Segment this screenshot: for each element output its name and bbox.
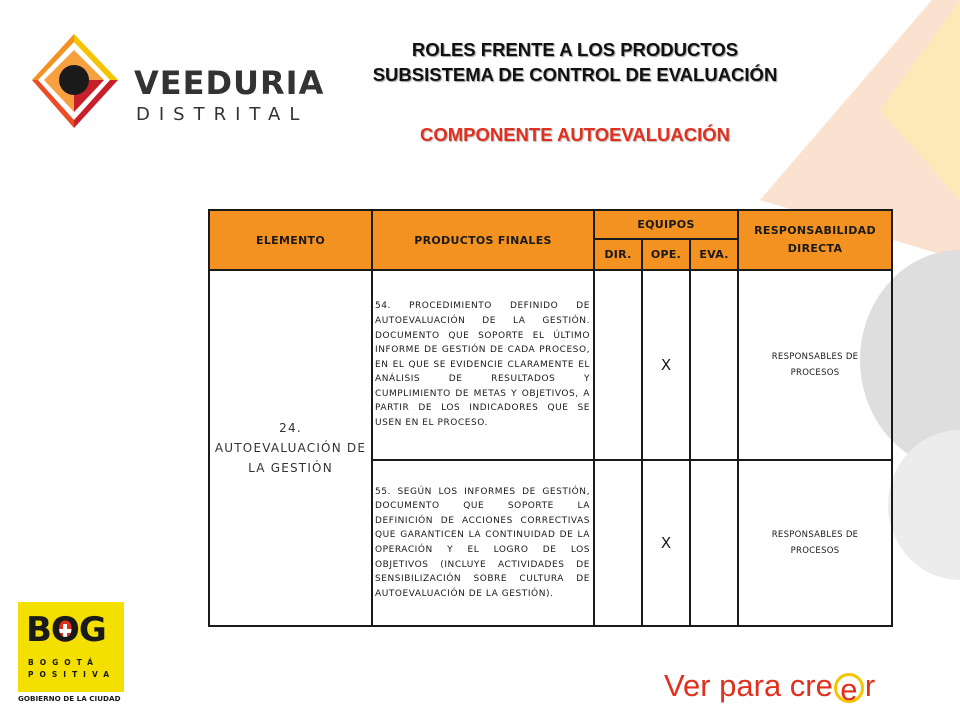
table-row (209, 270, 892, 460)
header-eva: EVA. (690, 239, 738, 270)
slogan-text-end: r (864, 668, 876, 703)
bog-line-bogota: BOGOTÁ (28, 658, 99, 667)
slogan-ring-letter: e (834, 673, 864, 703)
component-subtitle: COMPONENTE AUTOEVALUACIÓN (419, 124, 731, 145)
bogota-positiva-logo (18, 602, 124, 706)
header-elemento: ELEMENTO (209, 210, 372, 270)
veeduria-wordmark: VEEDURIA (134, 64, 325, 102)
bog-letters: BOG (26, 610, 106, 650)
page-title-line2: SUBSISTEMA DE CONTROL DE EVALUACIÓN (372, 64, 778, 85)
slogan-text-start: Ver para cre (664, 668, 833, 703)
ope-cell: X (642, 270, 690, 460)
veeduria-logo (22, 24, 325, 134)
eva-cell (690, 460, 738, 626)
header-dir: DIR. (594, 239, 642, 270)
dir-cell (594, 460, 642, 626)
header-responsabilidad-directa: RESPONSABILIDAD DIRECTA (738, 210, 892, 270)
producto-cell: 55. SEGÚN LOS INFORMES DE GESTIÓN, DOCUMENTO QUE SOPORTE LA DEFINICIÓN DE ACCIONES CORRECTIVAS QUE GARANTICEN LA CONTINUIDAD DE LA OPERACIÓN Y EL LOGRO DE LOS OBJETIVOS (INCLUYE ACTIVIDADES DE SENSIBILIZACIÓN SOBRE CULTURA DE AUTOEVALUACIÓN DE LA GESTIÓN). (372, 460, 594, 626)
page-title-line1: ROLES FRENTE A LOS PRODUCTOS (411, 39, 739, 60)
responsable-cell: RESPONSABLES DE PROCESOS (738, 460, 892, 626)
distrital-wordmark: DISTRITAL (136, 104, 309, 125)
bog-gobierno-text: GOBIERNO DE LA CIUDAD (18, 694, 121, 703)
header-ope: OPE. (642, 239, 690, 270)
responsable-cell: RESPONSABLES DE PROCESOS (738, 270, 892, 460)
roles-table (208, 209, 893, 627)
eva-cell (690, 270, 738, 460)
ope-cell: X (642, 460, 690, 626)
header-equipos: EQUIPOS (594, 210, 738, 239)
table-header-row (209, 210, 892, 239)
slogan (664, 668, 876, 707)
header-productos-finales: PRODUCTOS FINALES (372, 210, 594, 270)
dir-cell (594, 270, 642, 460)
veeduria-emblem-icon (22, 24, 132, 134)
producto-cell: 54. PROCEDIMIENTO DEFINIDO DE AUTOEVALUACIÓN DE LA GESTIÓN. DOCUMENTO QUE SOPORTE EL ÚLTIMO INFORME DE GESTIÓN DE CADA PROCESO, EN EL QUE SE EVIDENCIE CLARAMENTE EL ANÁLISIS DE RESULTADOS Y CUMPLIMIENTO DE METAS Y OBJETIVOS, A PARTIR DE LOS INDICADORES QUE SE USEN EN EL PROCESO. (372, 270, 594, 460)
bog-line-positiva: POSITIVA (28, 670, 116, 679)
elemento-cell: 24. AUTOEVALUACIÓN DE LA GESTIÓN (209, 270, 372, 626)
